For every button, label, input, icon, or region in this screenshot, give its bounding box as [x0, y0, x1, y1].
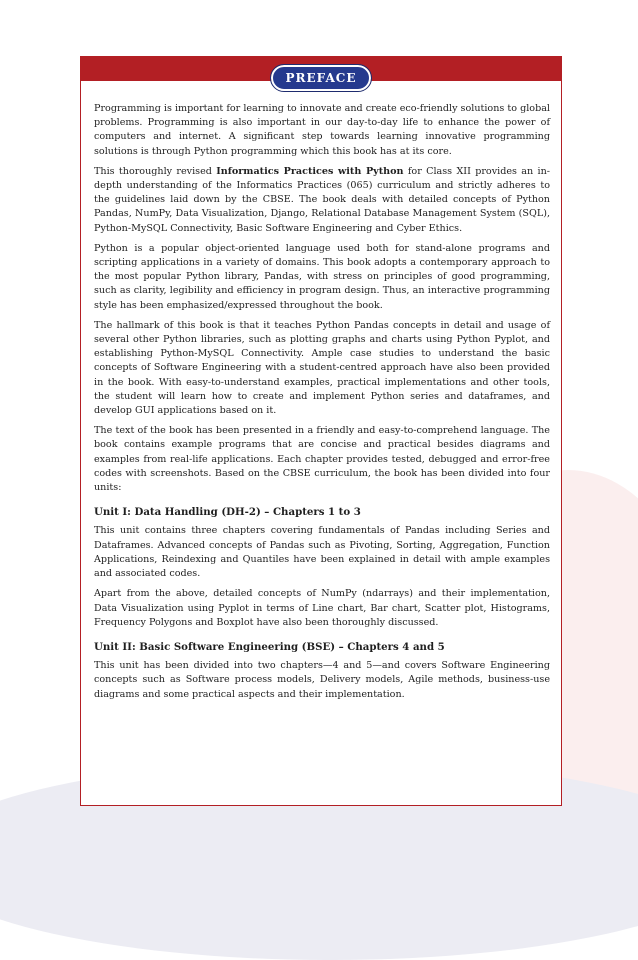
paragraph-intro: Programming is important for learning to innovate and create eco-friendly solutions to global problems. Programming is also important in our day-to-day life to enhance the power of computers and internet. A significant step towards learning innovative programming solutions is through Python programming which this book has at its core. [94, 103, 550, 157]
unit1-paragraph: Apart from the above, detailed concepts of NumPy (ndarrays) and their implementation, Data Visualization using Pyplot in terms of Line chart, Bar chart, Scatter plot, Histograms, Frequency Polygons and Boxplot have also been thoroughly discussed. [94, 588, 550, 628]
paragraph-text: This thoroughly revised [94, 165, 217, 177]
unit1-heading: Unit I: Data Handling (DH-2) – Chapters 1 to 3 [94, 506, 361, 519]
page-frame [80, 56, 562, 806]
unit2-paragraph: This unit has been divided into two chapters—4 and 5—and covers Software Engineering concepts such as Software process models, Delivery models, Agile methods, business-use diagrams and some practical aspects and their implementation. [94, 660, 550, 700]
unit1-paragraph: This unit contains three chapters covering fundamentals of Pandas including Series and Dataframes. Advanced concepts of Pandas such as Pivoting, Sorting, Aggregation, Function Applications, Reindexing and Quantiles have been explained in detail with ample examples and associated codes. [94, 525, 550, 580]
page-title: PREFACE [271, 65, 371, 91]
paragraph-presentation: The text of the book has been presented in a friendly and easy-to-comprehend language. The book contains example programs that are concise and practical besides diagrams and examples from real-life applications. Each chapter provides tested, debugged and error-free codes with screenshots. Based on the CBSE curriculum, the book has been divided into four units: [94, 425, 550, 494]
paragraph-python: Python is a popular object-oriented language used both for stand-alone programs and scripting applications in a variety of domains. This book adopts a contemporary approach to the most popular Python library, Pandas, with stress on principles of good programming, such as clarity, legibility and efficiency in program design. Thus, an interactive programming style has been emphasized/expressed throughout the book. [94, 242, 550, 311]
paragraph-book-overview [94, 165, 550, 236]
paragraph-hallmark: The hallmark of this book is that it teaches Python Pandas concepts in detail and usage of several other Python libraries, such as plotting graphs and charts using Python Pyplot, and establishing Python-MySQL Connectivity. Ample case studies to understand the basic concepts of Software Engineering with a student-centred approach have also been provided in the book. With easy-to-understand examples, practical implementations and other tools, the student will learn how to create and implement Python series and dataframes, and develop GUI applications based on it. [94, 319, 550, 417]
paragraph-text: for Class XII provides an in-depth understanding of the Informatics Practices (065) curriculum and strictly adheres to the guidelines laid down by the CBSE. The book deals with detailed concepts of Python Pandas, NumPy, Data Visualization, Django, Relational Database Management System (SQL), Python-MySQL Connectivity, Basic Software Engineering and Cyber Ethics. [94, 165, 551, 234]
unit2-heading: Unit II: Basic Software Engineering (BSE) – Chapters 4 and 5 [94, 640, 445, 653]
preface-body [94, 102, 550, 708]
book-title: Informatics Practices with Python [216, 165, 404, 177]
